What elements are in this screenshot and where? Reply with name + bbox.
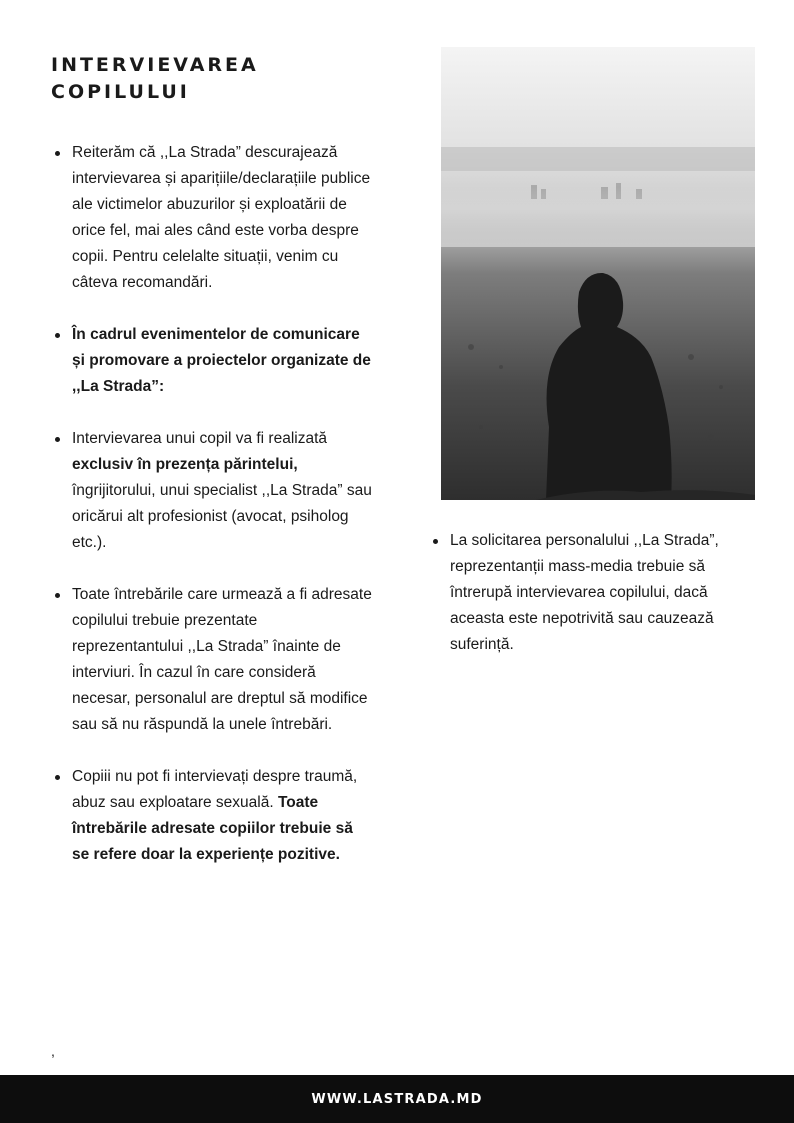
page-title-line2: COPILULUI [51,81,190,103]
page-title [51,52,351,106]
list-item-text: Toate întrebările care urmează a fi adresate copilului trebuie prezentate reprezentantului ,,La Strada” înainte de interviuri. În cazul în care consideră necesar, personalul are dreptul să modifice sau să nu răspundă la unele întrebări. [72,586,372,733]
list-item-text: Copiii nu pot fi intervievați despre traumă, abuz sau exploatare sexuală. [72,768,358,811]
page-title-line1: INTERVIEVAREA [51,54,259,76]
website-link[interactable]: WWW.LASTRADA.MD [311,1091,483,1107]
list-item-text: La solicitarea personalului ,,La Strada”, reprezentanții mass-media trebuie să întrerupă intervievarea copilului, dacă aceasta este nepotrivită sau cauzează suferință. [450,532,719,653]
list-item-emphasis: Toate întrebările adresate copiilor trebuie să se refere doar la experiențe pozitive. [72,794,353,863]
list-item-emphasis: exclusiv în prezența părintelui, [72,456,298,473]
right-column [428,528,758,658]
list-item-text: Reiterăm că ,,La Strada” descurajează intervievarea și aparițiile/declarațiile publice ale victimelor abuzurilor și exploatării de orice fel, mai ales când este vorba despre copii. Pentru celelalte situații, venim cu câteva recomandări. [72,144,371,291]
list-item [428,528,758,658]
stray-mark: , [51,1043,55,1059]
list-item-heading: În cadrul evenimentelor de comunicare și promovare a proiectelor organizate de ,,La Strada”: [72,326,371,395]
list-item [50,322,372,400]
right-bullet-list [428,528,758,658]
list-item [50,140,372,296]
left-column [50,140,372,868]
photo-woman-overlooking-city [441,47,755,500]
left-bullet-list [50,140,372,868]
footer-bar [0,1075,794,1123]
list-item-text: Intervievarea unui copil va fi realizată [72,430,328,447]
list-item [50,764,372,868]
list-item-text: îngrijitorului, unui specialist ,,La Strada” sau oricărui alt profesionist (avocat, psiholog etc.). [72,482,372,551]
list-item [50,426,372,556]
list-item [50,582,372,738]
